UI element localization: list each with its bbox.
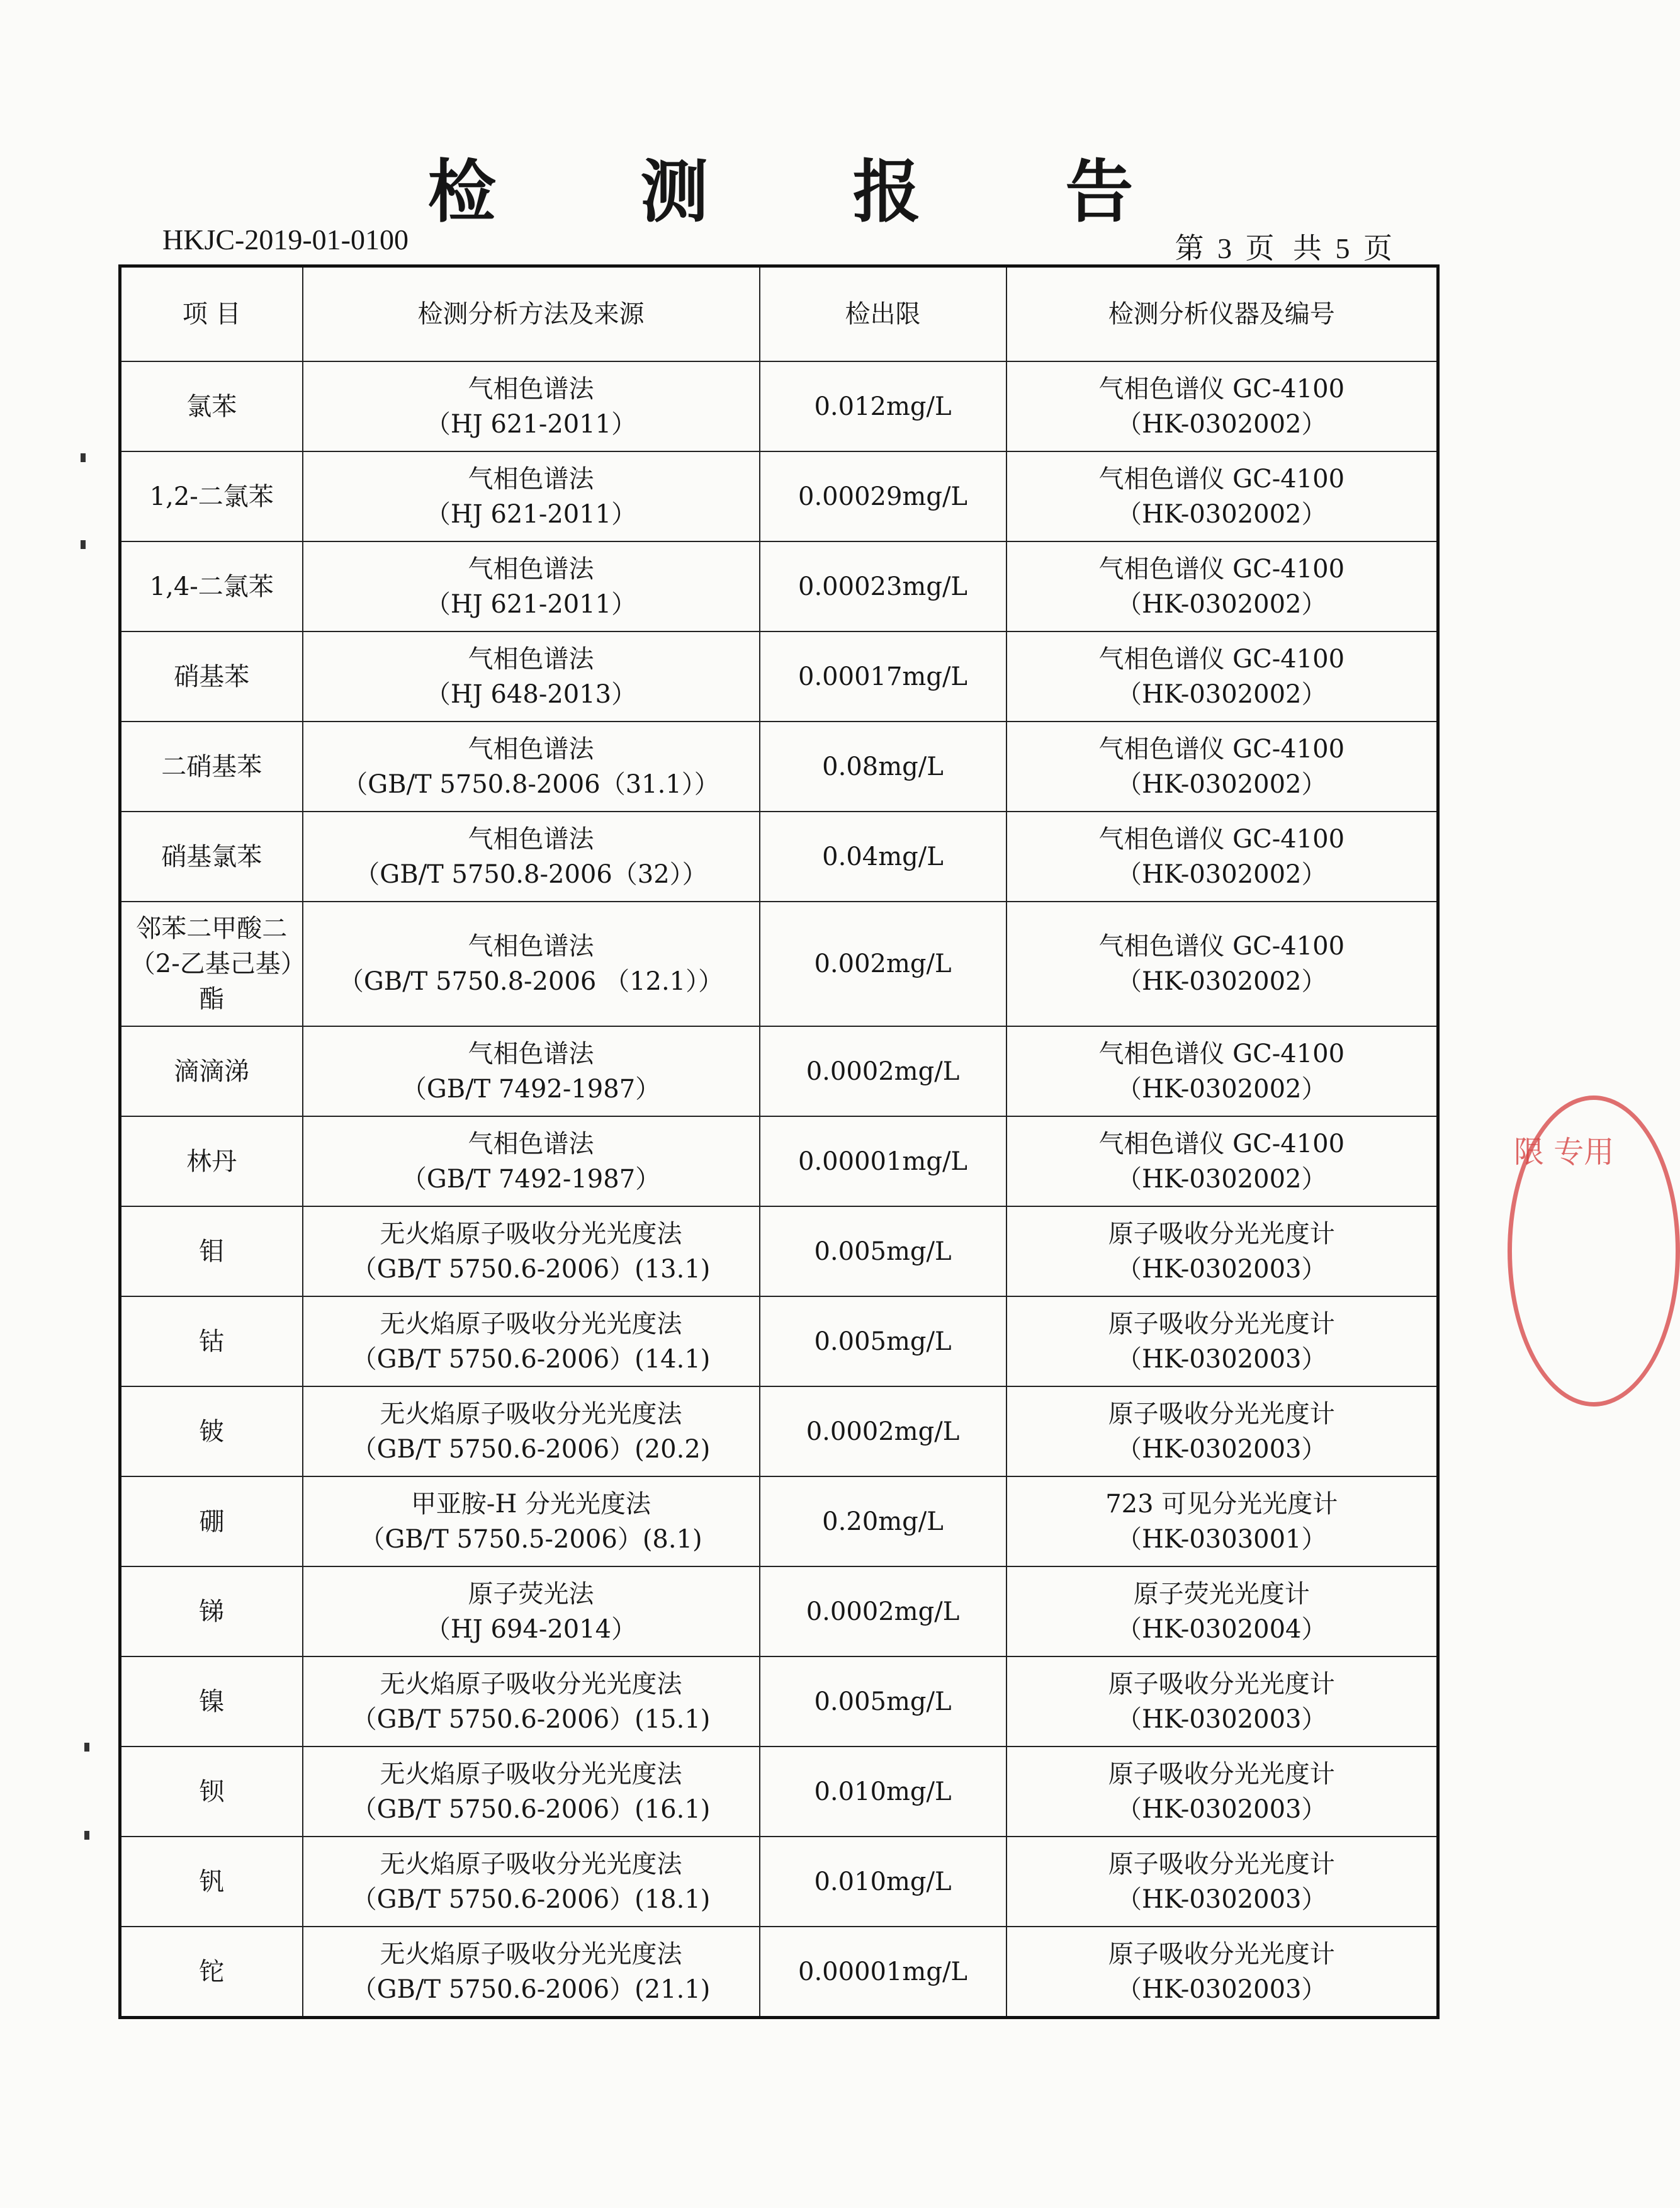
method-name: 气相色谱法 (468, 1129, 594, 1158)
cell-instrument (1006, 451, 1438, 541)
cell-item (120, 1927, 303, 2018)
item-name: 1,4-二氯苯 (149, 572, 274, 601)
cell-instrument (1006, 1566, 1438, 1656)
method-reference: （GB/T 5750.6-2006）(21.1) (351, 1974, 711, 2004)
cell-method (303, 631, 760, 722)
column-header-method: 检测分析方法及来源 (303, 266, 760, 362)
table-row (120, 1116, 1438, 1206)
instrument-id: （HK-0302003） (1116, 1254, 1327, 1284)
instrument-id: （HK-0302003） (1116, 1344, 1327, 1374)
report-title: 检 测 报 告 (427, 153, 1194, 232)
cell-method (303, 541, 760, 631)
detection-limit: 0.00001mg/L (798, 1957, 967, 1986)
item-name: 硝基氯苯 (161, 842, 262, 871)
detection-limit: 0.005mg/L (814, 1237, 952, 1266)
cell-limit (760, 1026, 1006, 1116)
cell-limit (760, 1296, 1006, 1386)
cell-limit (760, 1656, 1006, 1747)
detection-limit: 0.005mg/L (814, 1687, 952, 1716)
table-row (120, 1476, 1438, 1566)
column-header-item: 项 目 (120, 266, 303, 362)
cell-method (303, 1747, 760, 1837)
method-name: 无火焰原子吸收分光光度法 (380, 1759, 682, 1789)
cell-item (120, 1837, 303, 1927)
method-reference: （GB/T 7492-1987） (401, 1164, 661, 1194)
table-row (120, 902, 1438, 1026)
cell-instrument (1006, 1747, 1438, 1837)
cell-method (303, 1116, 760, 1206)
cell-item (120, 1026, 303, 1116)
instrument-name: 气相色谱仪 GC-4100 (1098, 932, 1345, 961)
method-name: 气相色谱法 (468, 734, 594, 764)
instrument-name: 气相色谱仪 GC-4100 (1098, 554, 1345, 584)
method-name: 无火焰原子吸收分光光度法 (380, 1849, 682, 1879)
detection-limit: 0.002mg/L (814, 949, 952, 978)
instrument-name: 气相色谱仪 GC-4100 (1098, 824, 1345, 854)
cell-item (120, 541, 303, 631)
table-row (120, 541, 1438, 631)
cell-method (303, 1026, 760, 1116)
cell-item (120, 902, 303, 1026)
method-reference: （GB/T 5750.8-2006（32）） (354, 859, 708, 889)
instrument-id: （HK-0302002） (1116, 769, 1327, 799)
cell-item (120, 361, 303, 451)
table-row (120, 631, 1438, 722)
page-indicator (1170, 225, 1393, 267)
cell-method (303, 1296, 760, 1386)
cell-method (303, 1386, 760, 1476)
instrument-id: （HK-0302003） (1116, 1434, 1327, 1464)
instrument-name: 气相色谱仪 GC-4100 (1098, 734, 1345, 764)
report-number: HKJC-2019-01-0100 (162, 224, 409, 256)
detection-limit: 0.00001mg/L (798, 1146, 967, 1176)
item-name: 镍 (199, 1687, 225, 1716)
table-row (120, 361, 1438, 451)
method-name: 气相色谱法 (468, 464, 594, 494)
table-row (120, 1386, 1438, 1476)
method-reference: （GB/T 5750.8-2006 （12.1）） (338, 967, 724, 996)
scan-speck (84, 1831, 89, 1840)
instrument-name: 723 可见分光光度计 (1105, 1489, 1338, 1519)
cell-item (120, 1296, 303, 1386)
instrument-name: 气相色谱仪 GC-4100 (1098, 374, 1345, 404)
instrument-id: （HK-0302004） (1116, 1614, 1327, 1644)
cell-instrument (1006, 1386, 1438, 1476)
detection-limit: 0.010mg/L (814, 1867, 952, 1896)
cell-item (120, 631, 303, 722)
item-name: 二硝基苯 (161, 752, 262, 781)
cell-instrument (1006, 1026, 1438, 1116)
cell-method (303, 902, 760, 1026)
seal-text: 限 专用 (1514, 1135, 1615, 1170)
method-name: 无火焰原子吸收分光光度法 (380, 1939, 682, 1969)
cell-limit (760, 1116, 1006, 1206)
method-name: 气相色谱法 (468, 824, 594, 854)
detection-limit: 0.0002mg/L (806, 1417, 960, 1446)
item-name: 钼 (199, 1237, 225, 1266)
cell-instrument (1006, 1837, 1438, 1927)
item-name: 铍 (199, 1417, 225, 1446)
item-name: 铊 (199, 1957, 225, 1986)
instrument-name: 气相色谱仪 GC-4100 (1098, 1129, 1345, 1158)
cell-limit (760, 1837, 1006, 1927)
cell-item (120, 451, 303, 541)
cell-limit (760, 1386, 1006, 1476)
cell-method (303, 1837, 760, 1927)
cell-limit (760, 631, 1006, 722)
instrument-name: 原子吸收分光光度计 (1108, 1759, 1335, 1789)
method-reference: （GB/T 5750.8-2006（31.1）） (342, 769, 719, 799)
detection-limit: 0.00029mg/L (798, 482, 967, 511)
cell-limit (760, 1566, 1006, 1656)
detection-method-table (118, 264, 1440, 2019)
item-name: 邻苯二甲酸二（2-乙基己基）酯 (130, 914, 293, 1014)
cell-instrument (1006, 541, 1438, 631)
method-reference: （GB/T 5750.6-2006）(14.1) (351, 1344, 711, 1374)
method-name: 无火焰原子吸收分光光度法 (380, 1309, 682, 1339)
cell-instrument (1006, 1206, 1438, 1296)
cell-item (120, 1116, 303, 1206)
cell-instrument (1006, 1296, 1438, 1386)
method-reference: （GB/T 7492-1987） (401, 1074, 661, 1104)
cell-instrument (1006, 722, 1438, 812)
instrument-id: （HK-0302002） (1116, 1074, 1327, 1104)
cell-limit (760, 451, 1006, 541)
instrument-name: 气相色谱仪 GC-4100 (1098, 464, 1345, 494)
instrument-name: 原子吸收分光光度计 (1108, 1669, 1335, 1699)
detection-limit: 0.08mg/L (822, 752, 944, 781)
instrument-id: （HK-0302002） (1116, 499, 1327, 529)
table-row (120, 1566, 1438, 1656)
cell-method (303, 451, 760, 541)
method-reference: （HJ 648-2013） (425, 679, 637, 709)
instrument-name: 原子吸收分光光度计 (1108, 1399, 1335, 1429)
method-reference: （GB/T 5750.6-2006）(13.1) (351, 1254, 711, 1284)
table-row (120, 1026, 1438, 1116)
instrument-id: （HK-0302003） (1116, 1974, 1327, 2004)
method-name: 无火焰原子吸收分光光度法 (380, 1669, 682, 1699)
instrument-name: 气相色谱仪 GC-4100 (1098, 644, 1345, 674)
item-name: 硝基苯 (174, 662, 250, 691)
method-reference: （GB/T 5750.5-2006）(8.1) (359, 1524, 702, 1554)
cell-item (120, 1566, 303, 1656)
cell-method (303, 1656, 760, 1747)
scan-speck (81, 453, 86, 462)
cell-instrument (1006, 1116, 1438, 1206)
cell-instrument (1006, 1656, 1438, 1747)
method-reference: （HJ 621-2011） (425, 409, 637, 439)
instrument-id: （HK-0302002） (1116, 1164, 1327, 1194)
method-name: 原子荧光法 (468, 1579, 594, 1609)
table-row (120, 1747, 1438, 1837)
cell-item (120, 1476, 303, 1566)
cell-method (303, 1927, 760, 2018)
method-reference: （GB/T 5750.6-2006）(18.1) (351, 1884, 711, 1914)
table-row (120, 722, 1438, 812)
instrument-id: （HK-0302003） (1116, 1794, 1327, 1824)
scan-speck (84, 1743, 89, 1752)
cell-limit (760, 812, 1006, 902)
cell-item (120, 812, 303, 902)
instrument-id: （HK-0302003） (1116, 1884, 1327, 1914)
item-name: 锑 (199, 1597, 225, 1626)
cell-limit (760, 722, 1006, 812)
instrument-id: （HK-0303001） (1116, 1524, 1327, 1554)
cell-item (120, 1386, 303, 1476)
item-name: 林丹 (186, 1146, 237, 1176)
method-name: 气相色谱法 (468, 374, 594, 404)
method-reference: （HJ 621-2011） (425, 499, 637, 529)
cell-method (303, 812, 760, 902)
instrument-name: 原子吸收分光光度计 (1108, 1849, 1335, 1879)
detection-limit: 0.00017mg/L (798, 662, 967, 691)
cell-instrument (1006, 361, 1438, 451)
instrument-id: （HK-0302002） (1116, 859, 1327, 889)
table-row (120, 1837, 1438, 1927)
table-row (120, 1296, 1438, 1386)
cell-method (303, 361, 760, 451)
cell-item (120, 1747, 303, 1837)
instrument-id: （HK-0302003） (1116, 1704, 1327, 1734)
item-name: 1,2-二氯苯 (149, 482, 274, 511)
cell-instrument (1006, 1927, 1438, 2018)
table-header-row (120, 266, 1438, 362)
cell-limit (760, 1476, 1006, 1566)
cell-item (120, 1206, 303, 1296)
cell-instrument (1006, 631, 1438, 722)
table-body (120, 361, 1438, 2018)
detection-limit: 0.04mg/L (822, 842, 944, 871)
method-reference: （GB/T 5750.6-2006）(20.2) (351, 1434, 711, 1464)
method-reference: （GB/T 5750.6-2006）(16.1) (351, 1794, 711, 1824)
cell-method (303, 722, 760, 812)
cell-method (303, 1476, 760, 1566)
cell-limit (760, 541, 1006, 631)
cell-item (120, 722, 303, 812)
column-header-instrument: 检测分析仪器及编号 (1006, 266, 1438, 362)
method-name: 气相色谱法 (468, 644, 594, 674)
instrument-id: （HK-0302002） (1116, 679, 1327, 709)
instrument-id: （HK-0302002） (1116, 589, 1327, 619)
method-name: 甲亚胺-H 分光光度法 (410, 1489, 651, 1519)
cell-instrument (1006, 902, 1438, 1026)
cell-instrument (1006, 812, 1438, 902)
cell-item (120, 1656, 303, 1747)
detection-limit: 0.005mg/L (814, 1327, 952, 1356)
table-row (120, 1927, 1438, 2018)
method-name: 无火焰原子吸收分光光度法 (380, 1219, 682, 1248)
cell-limit (760, 902, 1006, 1026)
method-name: 气相色谱法 (468, 1039, 594, 1068)
instrument-id: （HK-0302002） (1116, 967, 1327, 996)
instrument-name: 气相色谱仪 GC-4100 (1098, 1039, 1345, 1068)
cell-method (303, 1206, 760, 1296)
instrument-id: （HK-0302002） (1116, 409, 1327, 439)
cell-method (303, 1566, 760, 1656)
method-reference: （HJ 621-2011） (425, 589, 637, 619)
instrument-name: 原子吸收分光光度计 (1108, 1939, 1335, 1969)
method-reference: （HJ 694-2014） (425, 1614, 637, 1644)
column-header-limit: 检出限 (760, 266, 1006, 362)
method-reference: （GB/T 5750.6-2006）(15.1) (351, 1704, 711, 1734)
cell-instrument (1006, 1476, 1438, 1566)
method-name: 无火焰原子吸收分光光度法 (380, 1399, 682, 1429)
cell-limit (760, 1206, 1006, 1296)
item-name: 钒 (199, 1867, 225, 1896)
detection-limit: 0.20mg/L (822, 1507, 944, 1536)
instrument-name: 原子荧光光度计 (1133, 1579, 1310, 1609)
item-name: 滴滴涕 (174, 1056, 250, 1086)
method-name: 气相色谱法 (468, 932, 594, 961)
detection-limit: 0.010mg/L (814, 1777, 952, 1806)
method-name: 气相色谱法 (468, 554, 594, 584)
item-name: 氯苯 (186, 392, 237, 421)
page-current: 第 3 页 (1175, 232, 1275, 264)
table-row (120, 1206, 1438, 1296)
cell-limit (760, 1927, 1006, 2018)
table-row (120, 812, 1438, 902)
cell-limit (760, 361, 1006, 451)
table-row (120, 1656, 1438, 1747)
item-name: 钡 (199, 1777, 225, 1806)
table-row (120, 451, 1438, 541)
detection-limit: 0.0002mg/L (806, 1056, 960, 1086)
scan-speck (81, 540, 86, 549)
item-name: 硼 (199, 1507, 225, 1536)
detection-limit: 0.00023mg/L (798, 572, 967, 601)
item-name: 钴 (199, 1327, 225, 1356)
instrument-name: 原子吸收分光光度计 (1108, 1309, 1335, 1339)
instrument-name: 原子吸收分光光度计 (1108, 1219, 1335, 1248)
page-total: 共 5 页 (1293, 232, 1392, 264)
cell-limit (760, 1747, 1006, 1837)
detection-limit: 0.0002mg/L (806, 1597, 960, 1626)
detection-limit: 0.012mg/L (814, 392, 952, 421)
